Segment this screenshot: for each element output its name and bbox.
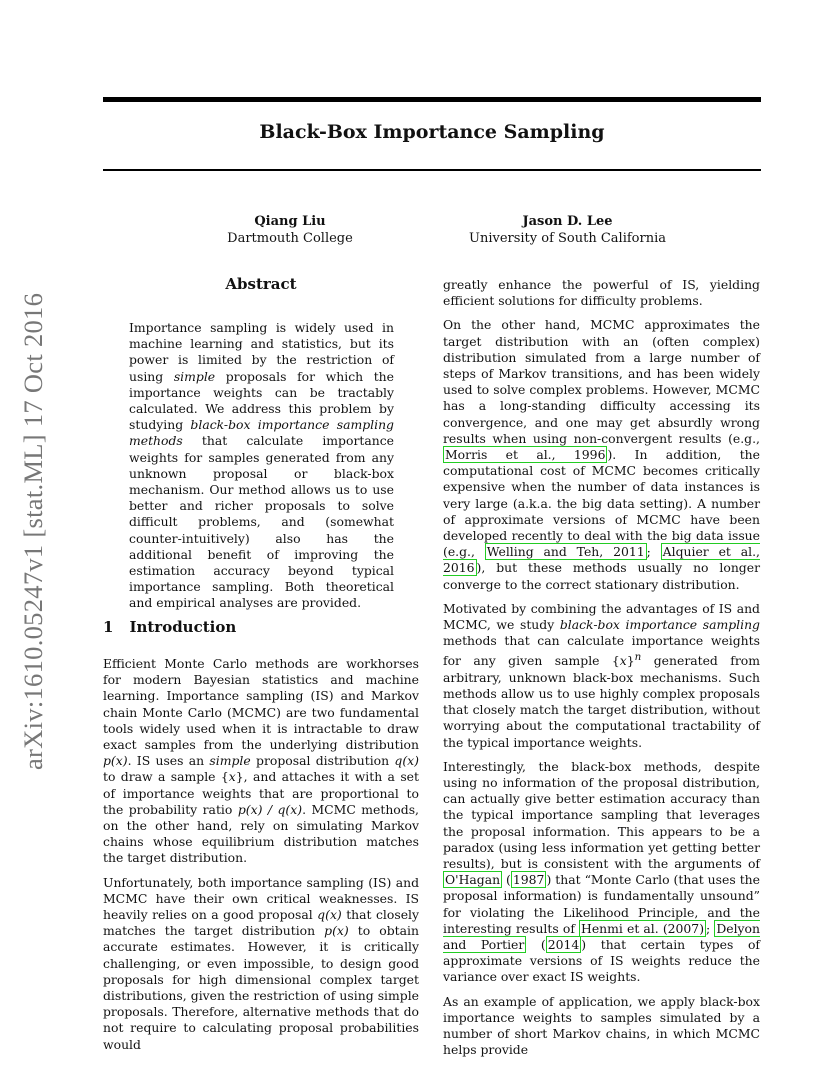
author-affiliation: University of South California [468, 231, 667, 246]
author-1 [190, 213, 390, 247]
paragraph: Interestingly, the black-box methods, despite using no information of the proposal distribution, can actually give better estimation accuracy than the typical importance sampling that leverages the proposal information. This appears to be a paradox (using less information yet getting better results), but is consistent with the arguments of O'Hagan ( 1987 ) that “Monte Carlo (that uses the proposal information) is fundamentally unsound” for violating the Likelihood Principle, and the interesting results of Henmi et al. (2007) ; Delyon and Portier ( 2014 ) that certain types of approximate versions of IS weights reduce the variance over exact IS weights. [443, 758, 760, 985]
section-heading-introduction: 1 Introduction [103, 618, 237, 636]
title-rule-bottom [103, 169, 761, 171]
citation-link[interactable]: Morris et al., 1996 [445, 447, 606, 463]
paragraph: On the other hand, MCMC approximates the target distribution with an (often complex) distribution simulated from a large number of steps of Markov transitions, and has been widely used to solve complex problems. However, MCMC has a long-standing difficulty accessing its convergence, and one may get absurdly wrong results when using non-convergent results (e.g., Morris et al., 1996 ). In addition, the computational cost of MCMC becomes critically expensive when the number of data instances is very large (a.k.a. the big data setting). A number of approximate versions of MCMC have been developed recently to deal with the big data issue (e.g., Welling and Teh, 2011 ; Alquier et al., 2016 ), but these methods usually no longer converge to the correct stationary distribution. [443, 317, 760, 592]
paragraph: Motivated by combining the advantages of IS and MCMC, we study black-box importance sampling methods that can calculate importance weights for any given sample $\{x\}^n$ generated from arbitrary, unknown black-box mechanisms. Such methods allow us to use highly complex proposals that closely match the target distribution, without worrying about the computational tractability of the typical importance weights. [443, 600, 760, 750]
author-name: Jason D. Lee [522, 214, 613, 229]
intro-right-column [443, 277, 760, 1066]
paragraph: As an example of application, we apply black-box importance weights to samples simulated by a number of short Markov chains, in which MCMC helps provide [443, 993, 760, 1058]
citation-link[interactable]: 1987 [512, 872, 545, 888]
author-name: Qiang Liu [254, 214, 326, 229]
title-rule-top [103, 97, 761, 102]
paragraph: Efficient Monte Carlo methods are workhorses for modern Bayesian statistics and machine learning. Importance sampling (IS) and Markov chain Monte Carlo (MCMC) are two fundamental tools widely used when it is intractable to draw exact samples from the underlying distribution p(x). IS uses an simple proposal distribution q(x) to draw a sample {x}, and attaches it with a set of importance weights that are proportional to the probability ratio p(x) / q(x). MCMC methods, on the other hand, rely on simulating Markov chains whose equilibrium distribution matches the target distribution. [103, 656, 419, 866]
paragraph: Unfortunately, both importance sampling (IS) and MCMC have their own critical weaknesses. IS heavily relies on a good proposal q(x) that closely matches the target distribution p(x) to obtain accurate estimates. However, it is critically challenging, or even impossible, to design good proposals for high dimensional complex target distributions, given the restriction of using simple proposals. Therefore, alternative methods that do not require to calculating proposal probabilities would [103, 874, 419, 1052]
citation-link[interactable]: O'Hagan [445, 872, 501, 888]
citation-link[interactable]: 2014 [547, 937, 580, 953]
citation-link[interactable]: Henmi et al. (2007) [581, 920, 705, 936]
citation-link[interactable]: Alquier et al., 2016 [443, 544, 760, 576]
intro-left-column [103, 656, 419, 1061]
abstract-heading: Abstract [225, 275, 297, 293]
paragraph: greatly enhance the powerful of IS, yielding efficient solutions for difficulty problems. [443, 277, 760, 309]
citation-link[interactable]: Welling and Teh, 2011 [486, 544, 645, 560]
citation-link[interactable]: Delyon and Portier [443, 920, 760, 953]
author-affiliation: Dartmouth College [227, 231, 353, 246]
author-2 [455, 213, 680, 247]
paper-title: Black-Box Importance Sampling [259, 121, 605, 143]
arxiv-sidebar-stamp: arXiv:1610.05247v1 [stat.ML] 17 Oct 2016 [18, 292, 48, 770]
abstract-body: Importance sampling is widely used in machine learning and statistics, but its power is limited by the restriction of using simple proposals for which the importance weights can be tractably calculated. We address this problem by studying black-box importance sampling methods that calculate importance weights for samples generated from any unknown proposal or black-box mechanism. Our method allows us to use better and richer proposals to solve difficult problems, and (somewhat counter-intuitively) also has the additional benefit of improving the estimation accuracy beyond typical importance sampling. Both theoretical and empirical analyses are provided. [129, 320, 394, 611]
